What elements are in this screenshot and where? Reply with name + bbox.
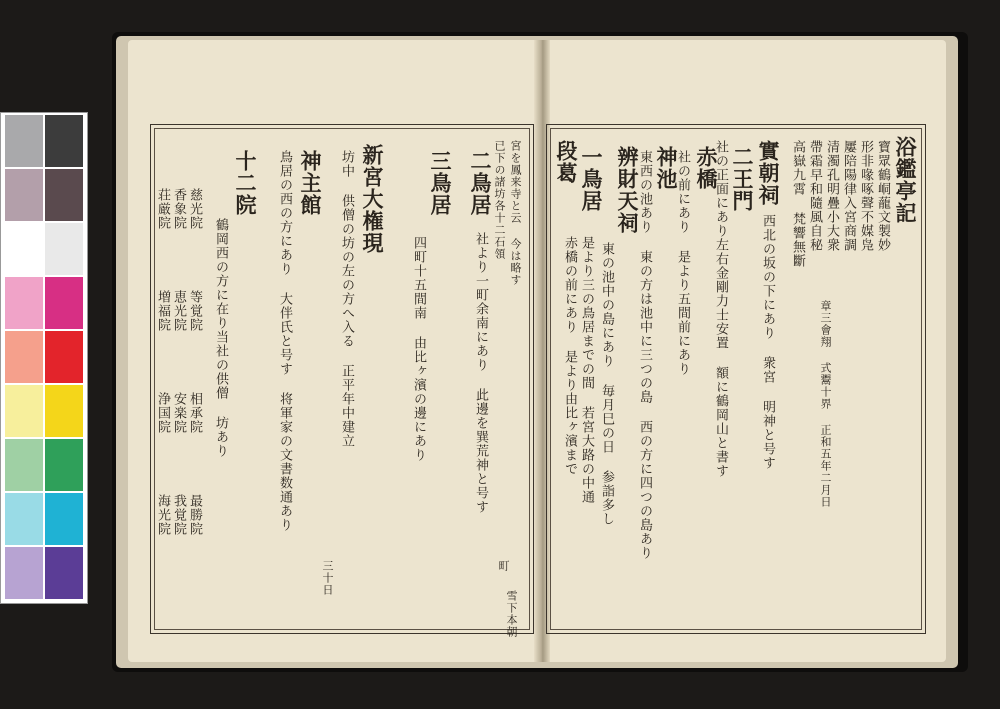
intro-line: 已下の諸坊各十二石領 <box>493 140 506 260</box>
entry-text: 坊中 供僧の坊の左の方へ入る 正平年中建立 <box>339 150 354 448</box>
entry-text: 四町十五間南 由比ヶ濱の邊にあり <box>411 236 426 462</box>
poem-date: 章三會翔 式鬻十界 正和五年二月日 <box>819 300 832 508</box>
temple-name: 我覚院 <box>171 494 186 536</box>
entry-text: 西北の坂の下にあり 衆宮 明神と号す <box>760 214 775 470</box>
entry-text: 鶴岡西の方に在り当社の供僧 坊あり <box>213 218 228 458</box>
poem-title: 浴鑑亭記 <box>893 136 918 224</box>
color-patch <box>45 331 83 383</box>
poem-line: 寶眾鶴峒蘢文製妙 <box>875 140 890 252</box>
entry-heading: 實朝祠 <box>756 140 781 206</box>
temple-name: 相承院 <box>187 392 202 434</box>
temple-name: 恵光院 <box>171 290 186 332</box>
color-patch <box>5 385 43 437</box>
poem-line: 帶霜早和隨風自秘 <box>807 140 822 252</box>
color-patch <box>45 115 83 167</box>
color-calibration-target <box>0 112 88 604</box>
entry-heading: 十二院 <box>233 150 258 216</box>
entry-text: 社の正面にあり左右金剛力士安置 額に鶴岡山と書す <box>713 140 728 478</box>
color-patch <box>45 169 83 221</box>
entry-text: 是より三の鳥居までの間 若宮大路の中通 <box>579 236 594 504</box>
entry-text: 社より一町余南にあり 此邊を巽荒神と号す <box>473 232 488 514</box>
poem-line: 屢陪陽律入宮商調 <box>841 140 856 252</box>
color-patch <box>45 223 83 275</box>
poem-line: 清濁孔明疊小大衆 <box>824 140 839 252</box>
entry-heading: 新宮大権現 <box>360 144 385 254</box>
poem-line: 高嶽九霄 梵響無斷 <box>790 140 805 268</box>
poem-line: 形非喙啄聲不媒凫 <box>858 140 873 252</box>
temple-name: 増福院 <box>155 290 170 332</box>
entry-heading: 辨財天祠 <box>615 146 640 234</box>
color-patch <box>5 115 43 167</box>
entry-heading: 二鳥居 <box>468 150 493 216</box>
temple-name: 香象院 <box>171 188 186 230</box>
temple-name: 慈光院 <box>187 188 202 230</box>
color-patch <box>5 439 43 491</box>
color-patch <box>5 547 43 599</box>
entry-heading: 二王門 <box>730 146 755 212</box>
color-patch <box>5 223 43 275</box>
color-patch <box>5 493 43 545</box>
entry-heading: 一鳥居 <box>579 146 604 212</box>
temple-name: 浄国院 <box>155 392 170 434</box>
entry-text: 東の池中の島にあり 毎月巳の日 参詣多し <box>599 242 614 526</box>
color-patch <box>45 493 83 545</box>
entry-text: 社の前にあり 是より五間前にあり <box>675 150 690 376</box>
temple-name: 安楽院 <box>171 392 186 434</box>
entry-heading: 神主館 <box>298 150 323 216</box>
intro-line: 宮を鳳来寺と云 今は略す <box>509 140 522 286</box>
entry-heading: 赤橋 <box>694 146 719 190</box>
entry-heading: 段葛 <box>554 140 579 184</box>
color-patch <box>5 331 43 383</box>
entry-text: 赤橋の前にあり 是より由比ヶ濱まで <box>562 236 577 476</box>
color-patch <box>45 439 83 491</box>
small-note: 町 <box>497 560 510 572</box>
color-patch <box>45 547 83 599</box>
temple-name: 等覚院 <box>187 290 202 332</box>
color-patch <box>5 277 43 329</box>
color-patch <box>45 277 83 329</box>
color-patch <box>45 385 83 437</box>
small-note: 三十日 <box>321 560 334 596</box>
color-patch <box>5 169 43 221</box>
temple-name: 海光院 <box>155 494 170 536</box>
entry-heading: 三鳥居 <box>428 150 453 216</box>
entry-text: 鳥居の西の方にあり 大伴氏と号す 将軍家の文書数通あり <box>277 150 292 532</box>
entry-text: 東西の池あり 東の方は池中に三つの島 西の方に四つの島あり <box>637 150 652 560</box>
small-note: 雪下本朝 <box>505 590 518 638</box>
temple-name: 最勝院 <box>187 494 202 536</box>
temple-name: 荘厳院 <box>155 188 170 230</box>
entry-heading: 神池 <box>654 146 679 190</box>
